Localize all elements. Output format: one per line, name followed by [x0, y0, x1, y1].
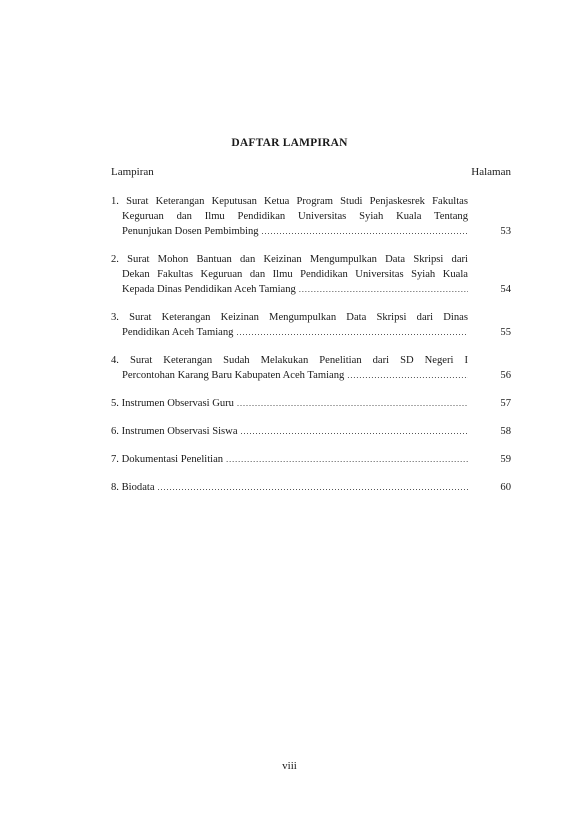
entry-page-number: 59: [500, 454, 511, 465]
entry-last-line: Kepada Dinas Pendidikan Aceh Tamiang: [122, 284, 296, 295]
column-header-lampiran: Lampiran: [111, 166, 154, 178]
dot-leader: [226, 452, 468, 467]
entry-last-line: Pendidikan Aceh Tamiang: [122, 327, 234, 338]
entry-last-line: 5. Instrumen Observasi Guru: [111, 398, 234, 409]
entry-last-line: Percontohan Karang Baru Kabupaten Aceh Tamiang: [122, 370, 345, 381]
entry-line: 2. Surat Mohon Bantuan dan Keizinan Mengumpulkan Data Skripsi dari: [111, 254, 468, 265]
appendix-entry: [111, 194, 511, 239]
entry-last-line: Penunjukan Dosen Pembimbing: [122, 226, 259, 237]
dot-leader: [237, 396, 468, 411]
appendix-list: [111, 194, 511, 508]
entry-page-number: 58: [500, 426, 511, 437]
entry-last-line: 6. Instrumen Observasi Siswa: [111, 426, 238, 437]
entry-last-line: 7. Dokumentasi Penelitian: [111, 454, 224, 465]
dot-leader: [241, 424, 468, 439]
dot-leader: [236, 325, 468, 340]
entry-line: 1. Surat Keterangan Keputusan Ketua Program Studi Penjaskesrek Fakultas: [111, 196, 468, 207]
appendix-entry: [111, 452, 511, 467]
appendix-entry: [111, 310, 511, 340]
entry-page-number: 54: [500, 284, 511, 295]
column-header-halaman: Halaman: [471, 166, 511, 178]
entry-page-number: 53: [500, 226, 511, 237]
appendix-entry: [111, 252, 511, 297]
dot-leader: [262, 224, 468, 239]
page-number: viii: [282, 760, 297, 772]
appendix-entry: [111, 480, 511, 495]
entry-page-number: 56: [500, 370, 511, 381]
entry-line: 4. Surat Keterangan Sudah Melakukan Penelitian dari SD Negeri I: [111, 355, 468, 366]
entry-page-number: 60: [500, 482, 511, 493]
entry-line: Dekan Fakultas Keguruan dan Ilmu Pendidikan Universitas Syiah Kuala: [122, 269, 468, 280]
dot-leader: [299, 282, 468, 297]
page-title: DAFTAR LAMPIRAN: [231, 137, 348, 149]
dot-leader: [158, 480, 468, 495]
appendix-entry: [111, 353, 511, 383]
appendix-entry: [111, 424, 511, 439]
entry-page-number: 55: [500, 327, 511, 338]
entry-page-number: 57: [500, 398, 511, 409]
dot-leader: [347, 368, 468, 383]
appendix-entry: [111, 396, 511, 411]
column-headers: [111, 166, 511, 178]
entry-line: 3. Surat Keterangan Keizinan Mengumpulkan Data Skripsi dari Dinas: [111, 312, 468, 323]
entry-line: Keguruan dan Ilmu Pendidikan Universitas Syiah Kuala Tentang: [122, 211, 468, 222]
entry-last-line: 8. Biodata: [111, 482, 155, 493]
